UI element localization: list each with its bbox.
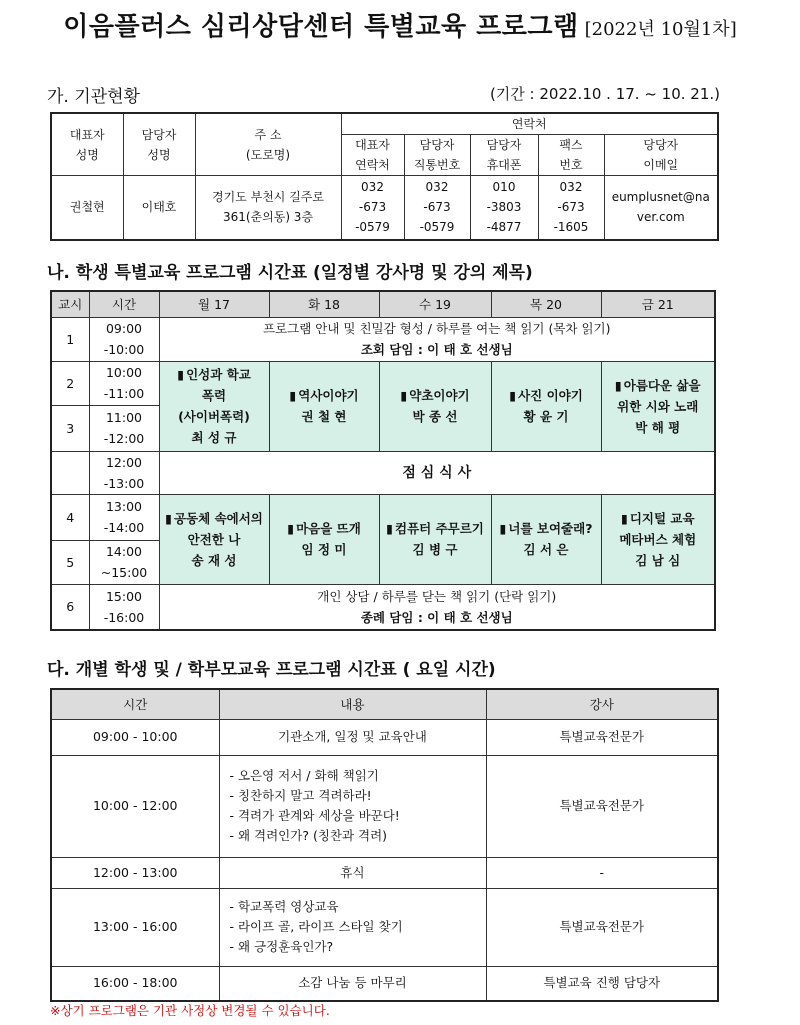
col-fri: 금 21 xyxy=(601,291,715,317)
time-2: 10:00 -11:00 xyxy=(89,361,159,405)
header-rep-contact: 대표자 연락처 xyxy=(341,135,404,176)
document-title xyxy=(0,6,800,43)
closing-session: 개인 상담 / 하루를 닫는 책 읽기 (단락 읽기) 종례 담임 : 이 태 호 선생님 xyxy=(159,584,715,630)
class-thu-morning: ▮ 사진 이야기 황 윤 기 xyxy=(491,361,601,451)
content-list: - 학교폭력 영상교육 - 라이프 골, 라이프 스타일 찾기 - 왜 긍정훈육인가? xyxy=(229,899,403,954)
header-fax: 팩스 번호 xyxy=(538,135,604,176)
change-notice: ※상기 프로그램은 기관 사정상 변경될 수 있습니다. xyxy=(50,1003,330,1018)
class-mon-morning: ▮ 인성과 학교 폭력 (사이버폭력) 최 성 규 xyxy=(159,361,269,451)
class-wed-afternoon: ▮ 컴퓨터 주무르기 김 병 구 xyxy=(379,494,491,584)
staff-mobile-value: 010 -3803 -4877 xyxy=(470,176,538,240)
student-schedule-table xyxy=(50,290,716,631)
time-lunch: 12:00 -13:00 xyxy=(89,451,159,494)
class-mon-afternoon: ▮ 공동체 속에서의 안전한 나 송 재 성 xyxy=(159,494,269,584)
header-rep-name: 대표자 성명 xyxy=(51,113,123,176)
staff-direct-value: 032 -673 -0579 xyxy=(404,176,470,240)
col-time: 시간 xyxy=(89,291,159,317)
time-6: 15:00 -16:00 xyxy=(89,584,159,630)
address-value: 경기도 부천시 길주로 361(춘의동) 3층 xyxy=(195,176,341,240)
period-2: 2 xyxy=(51,361,89,405)
class-wed-morning: ▮ 약초이야기 박 종 선 xyxy=(379,361,491,451)
period-3: 3 xyxy=(51,405,89,451)
class-thu-afternoon: ▮ 너를 보여줄래? 김 서 은 xyxy=(491,494,601,584)
section-a-period: (기간 : 2022.10 . 17. ~ 10. 21.) xyxy=(489,85,720,103)
time-5: 14:00 ~15:00 xyxy=(89,540,159,584)
header-staff-mobile: 담당자 휴대폰 xyxy=(470,135,538,176)
class-fri-morning: ▮ 아름다운 삶을 위한 시와 노래 박 해 평 xyxy=(601,361,715,451)
header-staff-email: 당당자 이메일 xyxy=(604,135,718,176)
email-value: eumplusnet@na ver.com xyxy=(604,176,718,240)
time-4: 13:00 -14:00 xyxy=(89,494,159,540)
header-staff-name: 담당자 성명 xyxy=(123,113,195,176)
title-date: [2022년 10월1차] xyxy=(584,19,737,40)
class-tue-morning: ▮ 역사이야기 권 철 현 xyxy=(269,361,379,451)
col-mon: 월 17 xyxy=(159,291,269,317)
fax-value: 032 -673 -1605 xyxy=(538,176,604,240)
class-fri-afternoon: ▮ 디지털 교육 메타버스 체험 김 남 심 xyxy=(601,494,715,584)
table-row: 16:00 - 18:00 소감 나눔 등 마무리 특별교육 진행 담당자 xyxy=(51,966,718,1001)
rep-contact-value: 032 -673 -0579 xyxy=(341,176,404,240)
col-teacher: 강사 xyxy=(486,689,718,719)
agency-info-table xyxy=(50,112,719,241)
table-row: 10:00 - 12:00 - 오은영 저서 / 화해 책읽기 - 칭찬하지 말고 격려하라! - 격려가 관계와 세상을 바꾼다! - 왜 격려인가? (칭찬과 격려) 특별교육전문가 xyxy=(51,755,718,857)
col-content: 내용 xyxy=(219,689,486,719)
lunch-break: 점 심 식 사 xyxy=(159,451,715,494)
table-row: 09:00 - 10:00 기관소개, 일정 및 교육안내 특별교육전문가 xyxy=(51,719,718,755)
col-thu: 목 20 xyxy=(491,291,601,317)
section-c-heading: 다. 개별 학생 및 / 학부모교육 프로그램 시간표 ( 요일 시간) xyxy=(47,660,496,680)
table-row: 13:00 - 16:00 - 학교폭력 영상교육 - 라이프 골, 라이프 스타일 찾기 - 왜 긍정훈육인가? 특별교육전문가 xyxy=(51,888,718,966)
title-main: 이음플러스 심리상담센터 특별교육 프로그램 xyxy=(63,12,579,42)
table-row: 12:00 - 13:00 휴식 - xyxy=(51,857,718,888)
header-contact: 연락처 xyxy=(341,113,718,135)
class-tue-afternoon: ▮ 마음을 뜨개 임 정 미 xyxy=(269,494,379,584)
header-staff-direct: 담당자 직통번호 xyxy=(404,135,470,176)
section-a-heading: 가. 기관현황 xyxy=(47,87,140,107)
col-period: 교시 xyxy=(51,291,89,317)
col-wed: 수 19 xyxy=(379,291,491,317)
time-3: 11:00 -12:00 xyxy=(89,405,159,451)
period-4: 4 xyxy=(51,494,89,540)
rep-name-value: 권철현 xyxy=(51,176,123,240)
col-tue: 화 18 xyxy=(269,291,379,317)
staff-name-value: 이태호 xyxy=(123,176,195,240)
period-1: 1 xyxy=(51,317,89,361)
parent-schedule-table xyxy=(50,688,719,1002)
section-b-heading: 나. 학생 특별교육 프로그램 시간표 (일정별 강사명 및 강의 제목) xyxy=(47,263,533,283)
period-lunch xyxy=(51,451,89,494)
time-1: 09:00 -10:00 xyxy=(89,317,159,361)
opening-session: 프로그램 안내 및 친밀감 형성 / 하루를 여는 책 읽기 (목차 읽기) 조회 담임 : 이 태 호 선생님 xyxy=(159,317,715,361)
col-time: 시간 xyxy=(51,689,219,719)
period-6: 6 xyxy=(51,584,89,630)
period-5: 5 xyxy=(51,540,89,584)
content-list: - 오은영 저서 / 화해 책읽기 - 칭찬하지 말고 격려하라! - 격려가 관계와 세상을 바꾼다! - 왜 격려인가? (칭찬과 격려) xyxy=(229,768,400,843)
header-address: 주 소 (도로명) xyxy=(195,113,341,176)
